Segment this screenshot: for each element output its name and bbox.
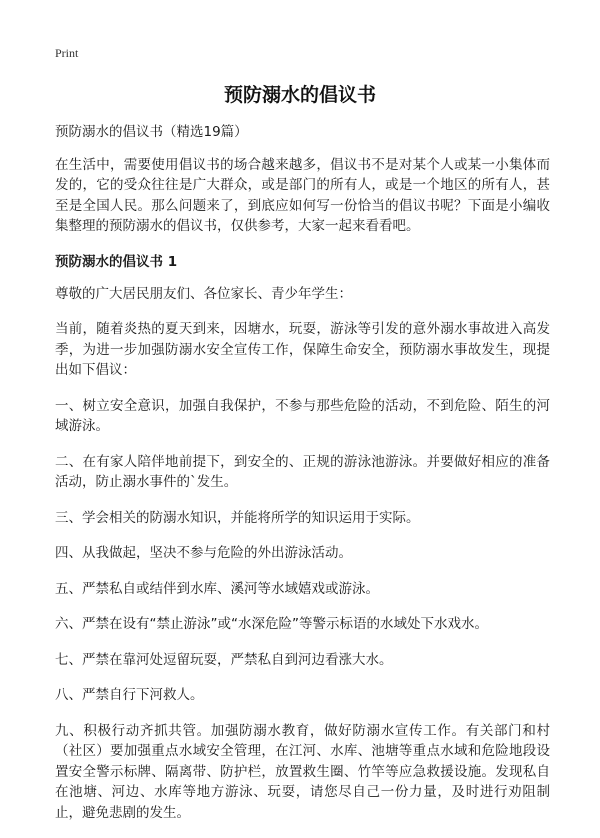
- print-link[interactable]: Print: [55, 46, 79, 60]
- intro-paragraph: 在生活中，需要使用倡议书的场合越来越多，倡议书不是对某个人或某一小集体而发的，它的受众往往是广大群众，或是部门的所有人，或是一个地区的所有人，甚至是全国人民。那么问题来了，到底应如何写一份恰当的倡议书呢？下面是小编收集整理的预防溺水的倡议书，仅供参考，大家一起来看看吧。: [55, 156, 550, 234]
- document-subtitle: 预防溺水的倡议书（精选19篇）: [55, 124, 248, 140]
- proposal-item-9: 九、积极行动齐抓共管。加强防溺水教育，做好防溺水宣传工作。有关部门和村（社区）要加强重点水域安全管理，在江河、水库、池塘等重点水域和危险地段设置安全警示标牌、隔离带、防护栏，放置救生圈、竹竿等应急救援设施。发现私自在池塘、河边、水库等地方游泳、玩耍，请您尽自己一份力量，及时进行劝阻制止，避免悲剧的发生。: [55, 722, 550, 821]
- proposal-item-5: 五、严禁私自或结伴到水库、溪河等水域嬉戏或游泳。: [55, 580, 379, 597]
- opening-paragraph: 当前，随着炎热的夏天到来，因塘水，玩耍，游泳等引发的意外溺水事故进入高发季，为进一步加强防溺水安全宣传工作，保障生命安全，预防溺水事故发生，现提出如下倡议：: [55, 321, 550, 378]
- proposal-item-4: 四、从我做起，坚决不参与危险的外出游泳活动。: [55, 545, 352, 561]
- document-body: [55, 122, 550, 838]
- proposal-item-1: 一、树立安全意识，加强自我保护，不参与那些危险的活动，不到危险、陌生的河域游泳。: [55, 397, 550, 434]
- proposal-item-8: 八、严禁自行下河救人。: [55, 687, 204, 703]
- proposal-item-2: 二、在有家人陪伴地前提下，到安全的、正规的游泳池游泳。并要做好相应的准备活动，防止溺水事件的`发生。: [55, 453, 550, 490]
- proposal-item-7: 七、严禁在靠河处逗留玩耍，严禁私自到河边看涨大水。: [55, 651, 393, 668]
- section-heading: 预防溺水的倡议书 1: [55, 253, 178, 270]
- document-title: 预防溺水的倡议书: [223, 84, 376, 106]
- proposal-item-6: 六、严禁在设有“禁止游泳”或“水深危险”等警示标语的水域处下水戏水。: [55, 616, 488, 632]
- salutation: 尊敬的广大居民朋友们、各位家长、青少年学生：: [55, 285, 352, 302]
- proposal-item-3: 三、学会相关的防溺水知识，并能将所学的知识运用于实际。: [55, 509, 420, 526]
